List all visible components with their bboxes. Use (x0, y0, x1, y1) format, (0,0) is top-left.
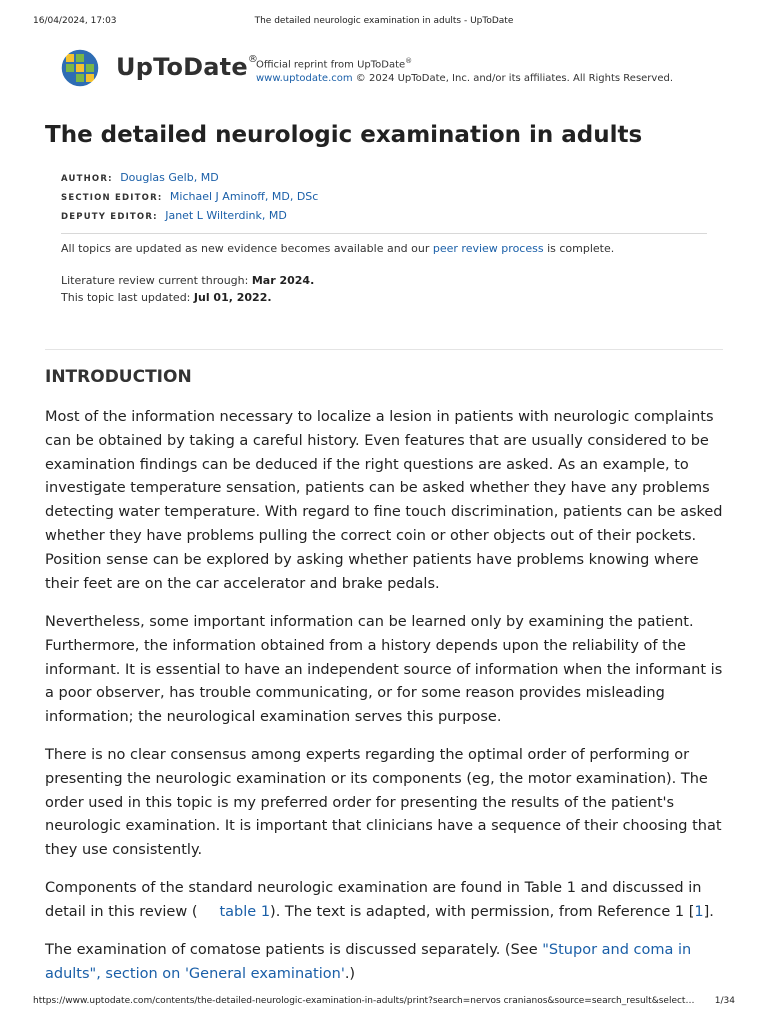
divider (45, 349, 723, 350)
site-link[interactable]: www.uptodate.com (256, 73, 353, 85)
contributor-author: AUTHOR: Douglas Gelb, MD (61, 171, 219, 184)
print-url: https://www.uptodate.com/contents/the-detailed-neurologic-examination-in-adults/print?search=nervos cranianos&source=search_result&select… (33, 996, 695, 1006)
paragraph: Nevertheless, some important information can be learned only by examining the patient. Furthermore, the information obtained from a history depends upon the reliability of the informant. It is essential to have an independent source of information when the informant is a poor observer, has trouble communicating, or for some reason provides misleading information; the neurological examination serves this purpose. (45, 614, 723, 726)
author-link[interactable]: Douglas Gelb, MD (120, 171, 219, 184)
reprint-label: Official reprint from UpToDate (256, 59, 406, 71)
contributor-deputy-editor: DEPUTY EDITOR: Janet L Wilterdink, MD (61, 209, 287, 222)
stupor-coma-link[interactable]: "Stupor and coma in adults", section on 'General examination' (45, 942, 692, 982)
page-title: The detailed neurologic examination in adults (45, 122, 643, 148)
reprint-notice: Official reprint from UpToDate® www.uptodate.com © 2024 UpToDate, Inc. and/or its affiliates. All Rights Reserved. (256, 57, 674, 85)
print-header (33, 16, 735, 30)
copyright-text: © 2024 UpToDate, Inc. and/or its affiliates. All Rights Reserved. (355, 73, 674, 85)
review-dates (61, 272, 314, 306)
deputy-editor-link[interactable]: Janet L Wilterdink, MD (165, 209, 287, 222)
print-date: 16/04/2024, 17:03 (33, 16, 117, 26)
last-updated-date: This topic last updated: Jul 01, 2022. (61, 291, 272, 304)
paragraph: There is no clear consensus among experts regarding the optimal order of performing or presenting the neurologic examination or its components (eg, the motor examination). The order used in this topic is my preferred order for presenting the results of the patient's neurologic examination. It is important that clinicians have a sequence of their choosing that they use consistently. (45, 747, 722, 859)
divider (61, 233, 707, 234)
table-1-link[interactable]: table 1 (219, 903, 271, 920)
print-footer (33, 996, 735, 1010)
literature-review-date: Literature review current through: Mar 2024. (61, 274, 315, 287)
page-number: 1/34 (714, 996, 735, 1006)
reference-1-link[interactable]: 1 (694, 903, 704, 920)
section-heading: INTRODUCTION (45, 367, 192, 387)
brand-name: UpToDate® (116, 53, 259, 81)
uptodate-logo-icon (60, 48, 100, 88)
section-editor-link[interactable]: Michael J Aminoff, MD, DSc (169, 190, 319, 203)
contributors (61, 169, 318, 226)
peer-review-link[interactable]: peer review process (432, 242, 544, 255)
print-page-title: The detailed neurologic examination in adults - UpToDate (254, 16, 514, 26)
paragraph: Most of the information necessary to localize a lesion in patients with neurologic complaints can be obtained by taking a careful history. Even features that are usually considered to be examination findings can be deduced if the right questions are asked. As an example, to investigate temperature sensation, patients can be asked whether they have any problems detecting water temperature. With regard to fine touch discrimination, patients can be asked whether they have problems pulling the correct coin or other objects out of their pockets. Position sense can be explored by asking whether patients have problems knowing where their feet are on the car accelerator and brake pedals. (45, 409, 723, 592)
contributor-section-editor: SECTION EDITOR: Michael J Aminoff, MD, DSc (61, 190, 319, 203)
paragraph: Components of the standard neurologic examination are found in Table 1 and discussed in detail in this review ( table 1). The text is adapted, with permission, from Reference 1 [1]. (45, 880, 714, 920)
paragraph: The examination of comatose patients is discussed separately. (See "Stupor and coma in adults", section on 'General examination'.) (45, 942, 692, 982)
update-note: All topics are updated as new evidence becomes available and our peer review process is complete. (61, 242, 615, 255)
brand-registered-mark: ® (247, 54, 259, 65)
